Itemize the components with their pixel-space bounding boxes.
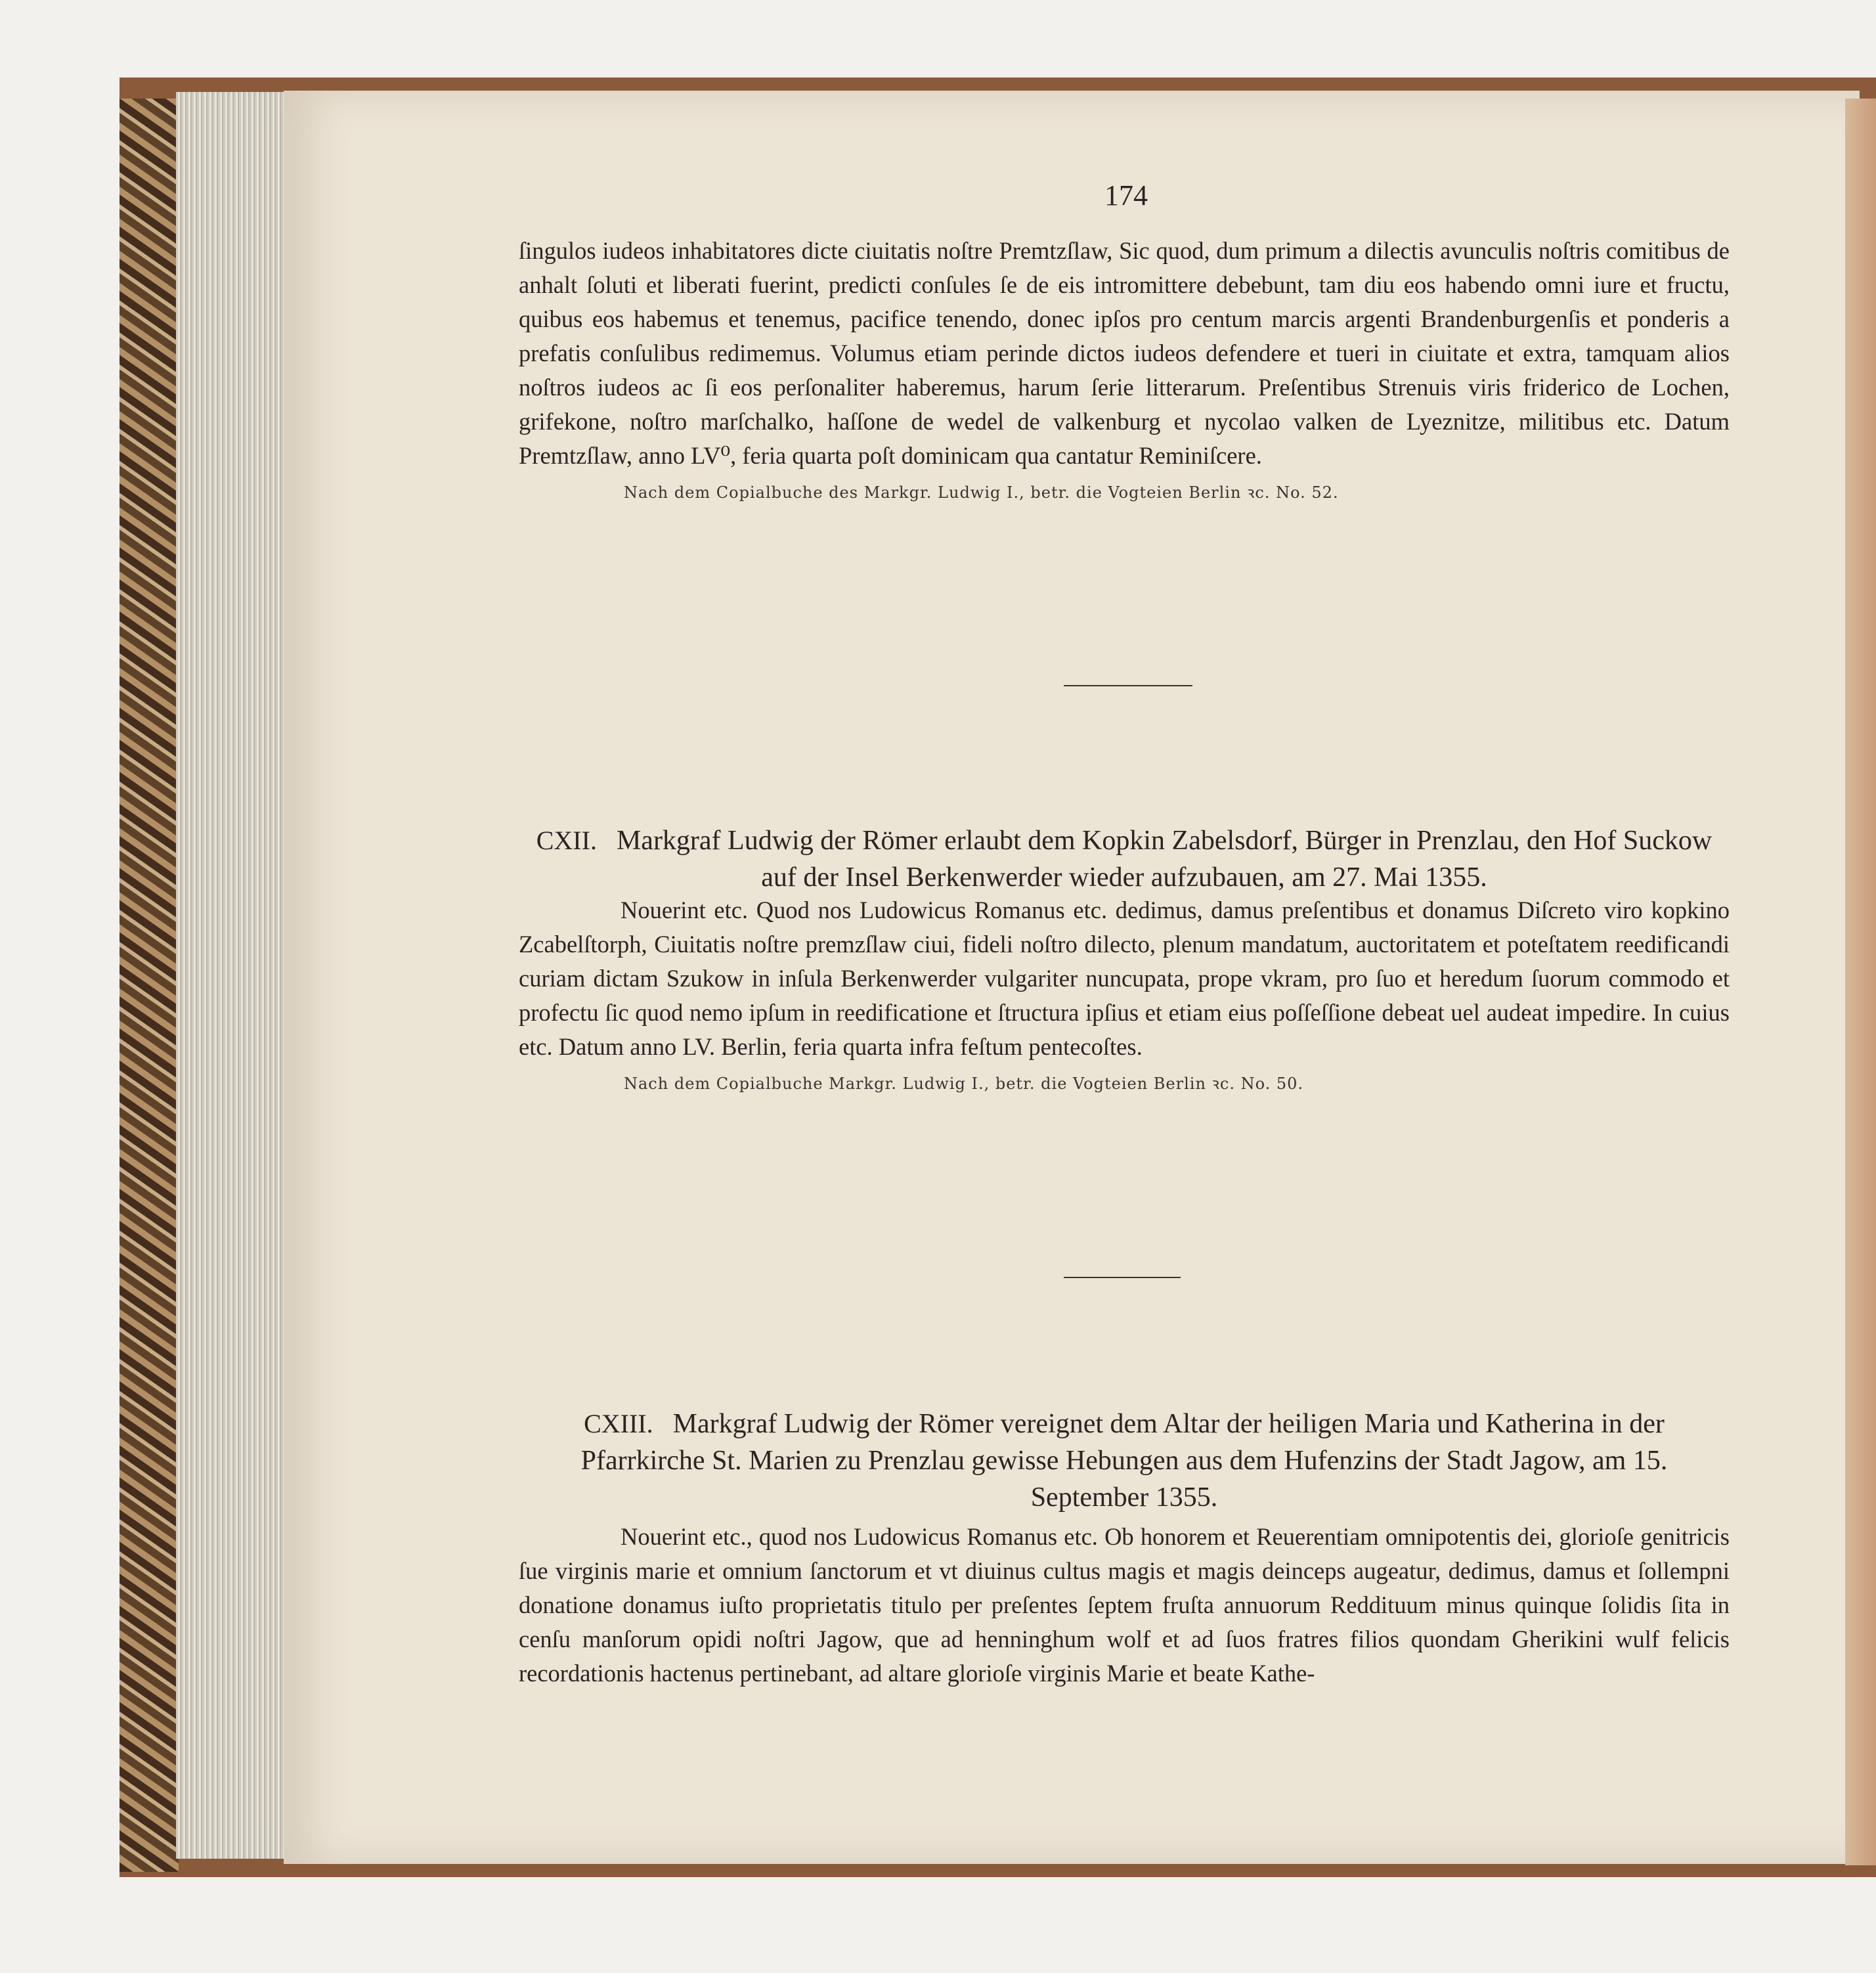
section-divider — [1064, 685, 1192, 686]
section-body: ſingulos iudeos inhabitatores dicte ciuitatis noſtre Premtzſlaw, Sic quod, dum primum a dilectis avunculis noſtris comitibus de anhalt ſoluti et liberati fuerint, predicti conſules ſe de eis intromittere debebunt, tam diu eos habendo omni iure et fructu, quibus eos habemus et tenemus, pacifice tenendo, donec ipſos pro centum marcis argenti Brandenburgenſis et ponderis a prefatis conſulibus redimemus. Volumus etiam perinde dictos iudeos defendere et tueri in ciuitate et extra, tamquam alios noſtros iudeos ac ſi eos perſonaliter haberemus, harum ſerie litterarum. Preſentibus Strenuis viris friderico de Lochen, grifekone, noſtro marſchalko, haſſone de wedel de valkenburg et nycolao valken de Lyeznitze, militibus etc. Datum Premtzſlaw, anno LV⁰, feria quarta poſt dominicam qua cantatur Reminiſcere. — [519, 237, 1730, 469]
source-note: Nach dem Copialbuche Markgr. Ludwig I., betr. die Vogteien Berlin ꝛc. No. 50. — [624, 1075, 1304, 1093]
section-body: Nouerint etc. Quod nos Ludowicus Romanus etc. dedimus, damus preſentibus et donamus Diſcreto viro kopkino Zcabelſtorph, Ciuitatis noſtre premzſlaw ciui, fideli noſtro dilecto, plenum mandatum, auctoritatem et poteſtatem reedificandi curiam dictam Szukow in inſula Berkenwerder vulgariter nuncupata, prope vkram, pro ſuo et heredum ſuorum commodo et profectu ſic quod nemo ipſum in reedificatione et ſtructura ipſius et etiam eius poſſeſſione debeat uel audeat impedire. In cuius etc. Datum anno LV. Berlin, feria quarta infra feſtum pentecoſtes. — [519, 897, 1730, 1060]
section-number: CXII. — [536, 826, 597, 855]
section-title: Markgraf Ludwig der Römer erlaubt dem Kopkin Zabelsdorf, Bürger in Prenzlau, den Hof Suckow auf der Insel Berkenwerder wieder aufzubauen, am 27. Mai 1355. — [616, 826, 1712, 893]
page-number: 174 — [1104, 179, 1148, 211]
section-continued — [519, 234, 1730, 503]
page-edges — [176, 92, 289, 1859]
section-heading — [519, 1378, 1730, 1543]
source-note: Nach dem Copialbuche des Markgr. Ludwig I., betr. die Vogteien Berlin ꝛc. No. 52. — [624, 483, 1339, 502]
section-charter — [519, 893, 1730, 1094]
facing-page-edge — [1845, 99, 1876, 1865]
section-divider — [1064, 1277, 1181, 1278]
section-body: Nouerint etc., quod nos Ludowicus Romanus etc. Ob honorem et Reuerentiam omnipotentis dei, glorioſe genitricis ſue virginis marie et omnium ſanctorum et vt diuinus cultus magis et magis deinceps augeatur, dedimus, damus et ſollempni donatione donamus iuſto proprietatis titulo per preſentes ſeptem fruſta annuorum Reddituum minus quinque ſolidis ſita in cenſu manſorum opidi noſtri Jagow, que ad henninghum wolf et ad ſuos fratres filios quondam Gherikini wulf felicis recordationis hactenus pertinebant, ad altare glorioſe virginis Marie et beate Kathe- — [519, 1523, 1730, 1687]
section-number: CXIII. — [584, 1409, 653, 1438]
section-title: Markgraf Ludwig der Römer vereignet dem Altar der heiligen Maria und Katherina in der Pfarrkirche St. Marien zu Prenzlau gewisse Hebungen aus dem Hufenzins der Stadt Jagow, am 15. September 1355. — [580, 1409, 1668, 1513]
section-charter — [519, 1520, 1730, 1691]
marbled-binding — [120, 99, 179, 1872]
